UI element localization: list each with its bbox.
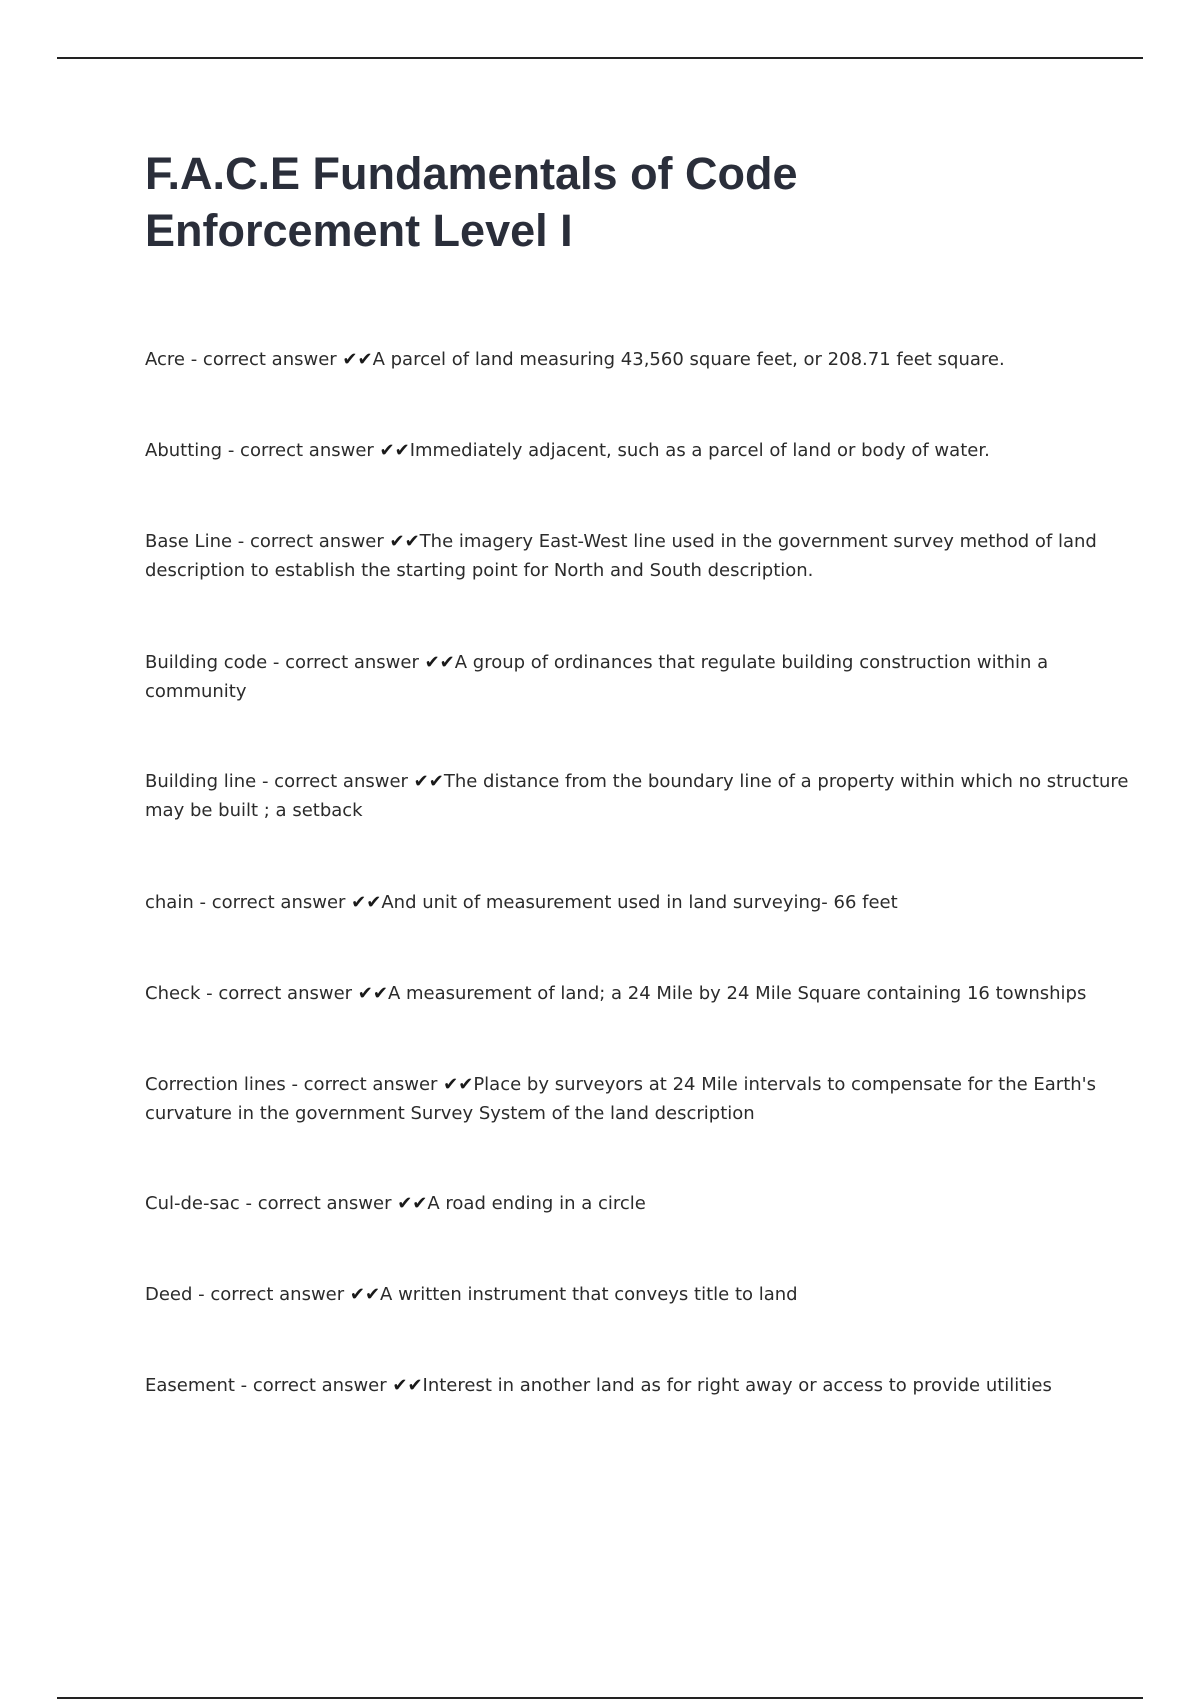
entry-separator: - correct answer <box>222 440 380 461</box>
entry-term: Cul-de-sac <box>145 1193 240 1214</box>
checkmark-icon: ✔✔ <box>424 652 455 673</box>
top-rule <box>57 57 1143 59</box>
entry-definition: Place by surveyors at 24 Mile intervals to compensate for the Earth's curvature in the government Survey System of the land description <box>145 1074 1096 1124</box>
checkmark-icon: ✔✔ <box>349 1284 381 1305</box>
entry-check <box>145 979 1145 1008</box>
entry-separator: - correct answer <box>192 1284 350 1305</box>
entry-term: Acre <box>145 349 185 370</box>
checkmark-icon: ✔✔ <box>342 349 373 370</box>
entry-term: Check <box>145 983 201 1004</box>
entry-separator: - correct answer <box>232 531 390 552</box>
entry-definition: Interest in another land as for right away or access to provide utilities <box>422 1375 1052 1396</box>
entry-separator: - correct answer <box>239 1193 398 1214</box>
checkmark-icon: ✔✔ <box>443 1074 474 1095</box>
checkmark-icon: ✔✔ <box>357 983 388 1004</box>
entry-separator: - correct answer <box>256 771 414 792</box>
entry-term: Deed <box>145 1284 193 1305</box>
entry-term: Base Line <box>145 531 233 552</box>
entry-definition: And unit of measurement used in land surveying- 66 feet <box>381 892 898 913</box>
entry-deed <box>145 1280 1145 1309</box>
entry-term: Easement <box>145 1375 235 1396</box>
entry-abutting <box>145 436 1145 465</box>
entry-cul-de-sac <box>145 1189 1145 1218</box>
checkmark-icon: ✔✔ <box>351 892 382 913</box>
entry-separator: - correct answer <box>193 892 352 913</box>
checkmark-icon: ✔✔ <box>389 531 420 552</box>
entry-building-code <box>145 648 1145 706</box>
entry-separator: - correct answer <box>285 1074 444 1095</box>
entry-definition: The distance from the boundary line of a property within which no structure may be built ; a setback <box>145 771 1129 821</box>
entry-separator: - correct answer <box>200 983 358 1004</box>
entry-base-line <box>145 527 1145 585</box>
entry-term: Building code <box>145 652 268 673</box>
entry-definition: A group of ordinances that regulate building construction within a community <box>145 652 1049 702</box>
entry-definition: A measurement of land; a 24 Mile by 24 Mile Square containing 16 townships <box>387 983 1087 1004</box>
entry-acre <box>145 345 1145 374</box>
entry-definition: Immediately adjacent, such as a parcel of land or body of water. <box>409 440 990 461</box>
entry-correction-lines <box>145 1070 1145 1128</box>
entry-separator: - correct answer <box>267 652 425 673</box>
entry-chain <box>145 888 1145 917</box>
checkmark-icon: ✔✔ <box>379 440 410 461</box>
bottom-rule <box>57 1697 1143 1699</box>
entry-building-line <box>145 767 1145 825</box>
entry-definition: A road ending in a circle <box>427 1193 646 1214</box>
entry-separator: - correct answer <box>184 349 343 370</box>
entry-term: Abutting <box>145 440 223 461</box>
entry-term: Building line <box>145 771 257 792</box>
page-title: F.A.C.E Fundamentals of Code Enforcement Level I <box>145 148 798 256</box>
checkmark-icon: ✔✔ <box>392 1375 423 1396</box>
entry-easement <box>145 1371 1145 1400</box>
checkmark-icon: ✔✔ <box>397 1193 428 1214</box>
entry-definition: A written instrument that conveys title to land <box>380 1284 798 1305</box>
entry-definition: A parcel of land measuring 43,560 square feet, or 208.71 feet square. <box>372 349 1005 370</box>
entry-separator: - correct answer <box>234 1375 393 1396</box>
entry-term: Correction lines <box>145 1074 286 1095</box>
checkmark-icon: ✔✔ <box>413 771 444 792</box>
entry-term: chain <box>145 892 194 913</box>
entry-definition: The imagery East-West line used in the government survey method of land description to establish the starting point for North and South description. <box>145 531 1097 581</box>
